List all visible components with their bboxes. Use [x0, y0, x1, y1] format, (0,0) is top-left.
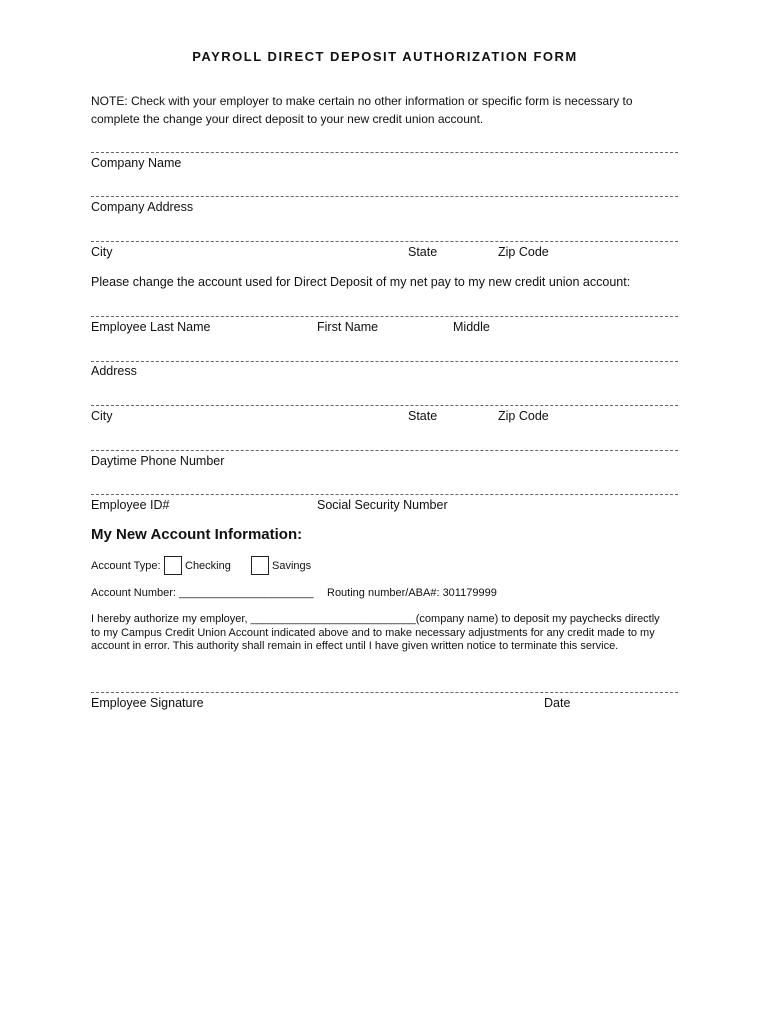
note-line-1: NOTE: Check with your employer to make certain no other information or specific form is necessary to — [91, 94, 633, 108]
employee-last-name-label: Employee Last Name — [91, 320, 211, 334]
employee-zip-label: Zip Code — [498, 409, 549, 423]
company-address-label: Company Address — [91, 200, 194, 214]
note-text — [91, 92, 691, 128]
instruction-text: Please change the account used for Direct Deposit of my net pay to my new credit union account: — [91, 275, 631, 289]
note-line-2: complete the change your direct deposit to your new credit union account. — [91, 112, 484, 126]
employee-name-field[interactable] — [91, 316, 678, 317]
date-label: Date — [544, 696, 571, 710]
company-name-label: Company Name — [91, 156, 182, 170]
employee-address-label: Address — [91, 364, 137, 378]
company-state-label: State — [408, 245, 438, 259]
company-address-field[interactable] — [91, 196, 678, 197]
routing-number: Routing number/ABA#: 301179999 — [327, 587, 497, 599]
form-title: PAYROLL DIRECT DEPOSIT AUTHORIZATION FORM — [192, 49, 578, 64]
company-name-field[interactable] — [91, 152, 678, 153]
employee-id-ssn-field[interactable] — [91, 494, 678, 495]
savings-label: Savings — [272, 560, 312, 572]
employee-city-state-zip-field[interactable] — [91, 405, 678, 406]
section-title: My New Account Information: — [91, 526, 303, 543]
authorization-paragraph — [91, 613, 691, 654]
first-name-label: First Name — [317, 320, 379, 334]
account-number-field[interactable]: Account Number: ______________________ — [91, 587, 314, 599]
auth-line-2: to my Campus Credit Union Account indicated above and to make necessary adjustments for any credit made to my — [91, 626, 655, 639]
checking-checkbox[interactable] — [164, 556, 182, 575]
signature-field[interactable] — [91, 692, 678, 693]
company-city-label: City — [91, 245, 113, 259]
company-zip-label: Zip Code — [498, 245, 549, 259]
ssn-label: Social Security Number — [317, 498, 448, 512]
company-city-state-zip-field[interactable] — [91, 241, 678, 242]
auth-line-1: I hereby authorize my employer, ___________________________(company name) to deposit my paychecks directly — [91, 613, 660, 625]
checking-label: Checking — [185, 560, 231, 572]
savings-checkbox[interactable] — [251, 556, 269, 575]
employee-state-label: State — [408, 409, 438, 423]
auth-line-3: account in error. This authority shall remain in effect until I have given written notice to terminate this service. — [91, 640, 619, 652]
employee-address-field[interactable] — [91, 361, 678, 362]
daytime-phone-label: Daytime Phone Number — [91, 454, 225, 468]
account-type-label: Account Type: — [91, 560, 161, 572]
signature-label: Employee Signature — [91, 696, 204, 710]
employee-city-label: City — [91, 409, 113, 423]
middle-name-label: Middle — [453, 320, 490, 334]
employee-id-label: Employee ID# — [91, 498, 170, 512]
daytime-phone-field[interactable] — [91, 450, 678, 451]
